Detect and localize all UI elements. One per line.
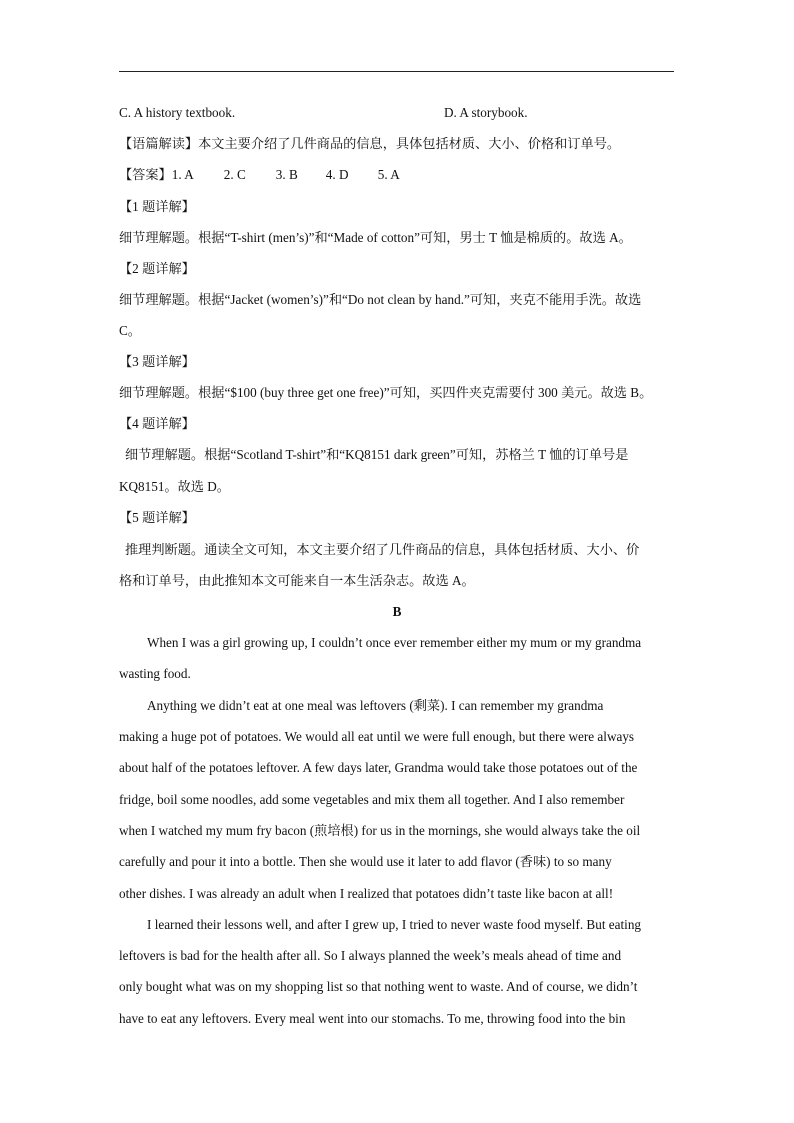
q5-text-line1: 推理判断题。通读全文可知，本文主要介绍了几件商品的信息，具体包括材质、大小、价 bbox=[125, 542, 640, 557]
summary-line bbox=[119, 134, 620, 154]
passage-b-line: I learned their lessons well, and after I grew up, I tried to never waste food myself. But eating bbox=[147, 917, 642, 932]
passage-b-heading: B bbox=[392, 604, 402, 619]
passage-b-line: fridge, boil some noodles, add some vegetables and mix them all together. And I also remember bbox=[119, 792, 625, 807]
passage-b-line: When I was a girl growing up, I couldn’t once ever remember either my mum or my grandma bbox=[147, 635, 642, 650]
q2-text-line2: C。 bbox=[119, 323, 141, 338]
q4-text-line1: 细节理解题。根据“Scotland T-shirt”和“KQ8151 dark green”可知，苏格兰 T 恤的订单号是 bbox=[125, 447, 629, 462]
passage-b-line: leftovers is bad for the health after all. So I always planned the week’s meals ahead of time and bbox=[119, 948, 622, 963]
q1-title: 【1 题详解】 bbox=[119, 199, 195, 214]
answer-1: 1. A bbox=[171, 167, 194, 182]
passage-b-line: carefully and pour it into a bottle. Then she would use it later to add flavor (香味) to so many bbox=[119, 854, 612, 869]
passage-b-line: only bought what was on my shopping list so that nothing went to waste. And of course, we didn’t bbox=[119, 979, 638, 994]
answer-4: 4. D bbox=[325, 167, 349, 182]
answer-line bbox=[119, 165, 400, 185]
q5-title: 【5 题详解】 bbox=[119, 510, 195, 525]
option-d: D. A storybook. bbox=[444, 105, 528, 120]
answer-5: 5. A bbox=[377, 167, 400, 182]
q2-text-line1: 细节理解题。根据“Jacket (women’s)”和“Do not clean by hand.”可知，夹克不能用手洗。故选 bbox=[119, 292, 642, 307]
q4-text-line2: KQ8151。故选 D。 bbox=[119, 479, 230, 494]
q4-title: 【4 题详解】 bbox=[119, 416, 195, 431]
passage-b-line: other dishes. I was already an adult when I realized that potatoes didn’t taste like bacon at all! bbox=[119, 886, 614, 901]
answer-2: 2. C bbox=[223, 167, 246, 182]
passage-b-line: making a huge pot of potatoes. We would all eat until we were full enough, but there were always bbox=[119, 729, 635, 744]
passage-b-line: have to eat any leftovers. Every meal went into our stomachs. To me, throwing food into the bin bbox=[119, 1011, 626, 1026]
answer-3: 3. B bbox=[275, 167, 298, 182]
passage-b-line: about half of the potatoes leftover. A few days later, Grandma would take those potatoes out of the bbox=[119, 760, 638, 775]
header-rule bbox=[119, 71, 674, 72]
passage-b-line: wasting food. bbox=[119, 666, 191, 681]
summary-text: 本文主要介绍了几件商品的信息，具体包括材质、大小、价格和订单号。 bbox=[198, 136, 621, 151]
summary-label: 【语篇解读】 bbox=[119, 136, 199, 151]
answer-label: 【答案】 bbox=[119, 167, 172, 182]
passage-b-line: Anything we didn’t eat at one meal was leftovers (剩菜). I can remember my grandma bbox=[147, 698, 604, 713]
q5-text-line2: 格和订单号，由此推知本文可能来自一本生活杂志。故选 A。 bbox=[119, 573, 475, 588]
q3-title: 【3 题详解】 bbox=[119, 354, 195, 369]
q1-text: 细节理解题。根据“T-shirt (men’s)”和“Made of cotton”可知，男士 T 恤是棉质的。故选 A。 bbox=[119, 230, 632, 245]
q3-text: 细节理解题。根据“$100 (buy three get one free)”可知，买四件夹克需要付 300 美元。故选 B。 bbox=[119, 385, 653, 400]
passage-b-line: when I watched my mum fry bacon (煎培根) for us in the mornings, she would always take the oil bbox=[119, 823, 641, 838]
option-c: C. A history textbook. bbox=[119, 105, 236, 120]
q2-title: 【2 题详解】 bbox=[119, 261, 195, 276]
